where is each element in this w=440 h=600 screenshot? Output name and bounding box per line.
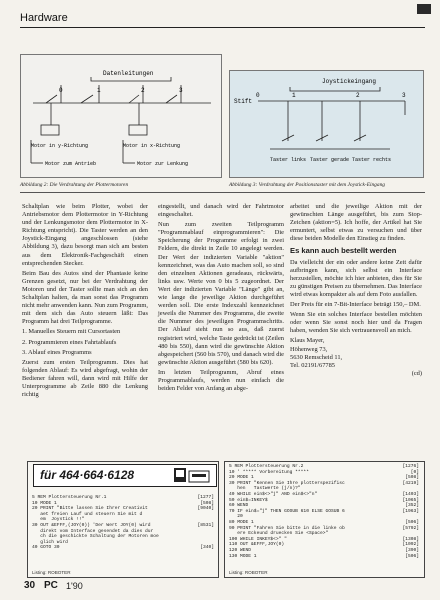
- listing-code: 10 MODE 1: [32, 500, 57, 506]
- listing-code: hen Tastwerte (j/n)?": [229, 486, 301, 492]
- col3-heading: Es kann auch bestellt werden: [290, 246, 397, 256]
- header-rule: [20, 27, 425, 28]
- computer-banner: [33, 464, 217, 487]
- editor-tag: (cd): [411, 369, 422, 377]
- figure3-caption: Abbildung 3: Verdrahtung der Positionstaster mit dem Joystick-Eingang: [229, 182, 385, 188]
- fig2-arrow-y-label: Motor zum Antrieb: [45, 161, 97, 167]
- listing-checksum: [4219]: [402, 480, 419, 486]
- listing-box-2: [224, 461, 425, 578]
- fig3-taster-links: Taster links: [270, 157, 307, 163]
- listing-checksum: [390]: [405, 547, 419, 553]
- listing-code: 5 REM Plottersteuerung Nr.1: [32, 495, 107, 500]
- col1-para-3: Zuerst zum ersten Teilprogramm. Dies hat folgenden Ablauf: Es wird abgefragt, wohin der Bediener fahren will, dann wird mit Hilfe der Unterprogramme ab Zeile 880 die Lenkung richtig: [22, 358, 148, 399]
- listing-checksum: [352]: [405, 503, 419, 509]
- col1-para-2: Beim Bau des Autos sind der Phantasie keine Grenzen gesetzt, nur bei der Verdrahtung der Motoren und der Taster sollte man sich an den Schaltplan halten, da man sonst das Programm nicht mehr anwenden kann. Nun zum Programm, mit dem sich das Auto steuern läßt: Das Programm hat drei Teilprogramme.: [22, 269, 149, 326]
- signature-line: 5630 Remscheid 11,: [290, 353, 343, 361]
- listing-checksum: [9040]: [197, 506, 214, 512]
- article-column-1: [22, 203, 148, 401]
- signature-line: Tel. 02191/67785: [290, 361, 335, 369]
- listing-code: ere Eckeund druecken Sie <Space>": [229, 531, 329, 537]
- col2-para-2: Nun zum zweiten Teilprogramm "Programmablauf einprogrammieren": Die Speicherung der Programme erfolgt in zwei Feldern, die direkt in Zeile 10 angelegt werden. Der Wert der indizierten Variable "aktion" kennzeichnet, was das Auto machen soll, so sind den einzelnen Aktionen geradeaus, rückwärts, links usw. Werte von 0 bis 5 zugeordnet. Der Wert der indizierten Variable "Länge" gibt an, wie lange die jeweilige Aktion durchgeführt werden soll. Die erste Indexzahl kennzeichnet jeweils die Nummer des Programms, die zweite die Nummer des jeweiligen Programmschritts. Der Ablauf sieht nun so aus, daß zuerst registriert wird, welche Taste gedrückt ist (Zeilen 480 bis 550), dann wird die gewünschte Aktion abgespeichert (560 bis 570), und danach wird die gewünschte Aktion ausgeführt (580 bis 620).: [158, 221, 284, 366]
- listing-checksum: [8531]: [197, 522, 214, 528]
- fig2-motor-y-label: Motor in y-Richtung: [31, 143, 89, 149]
- col3-para-1: arbeitet und die jeweilige Aktion mit der gewünschten Länge ausgeführt, bis zum Stop-Zeichen (aktion=5). Ich hoffe, der Artikel hat Sie ermuntert, selbst etwas zu versuchen und über diese beiden Modelle den Einstieg zu finden.: [290, 203, 422, 243]
- listing-code: 10 ' ***** Vorbereitung *****: [229, 469, 309, 475]
- listing-code: direkt vom Interface gesendet da dies dur: [32, 528, 154, 534]
- listing-1-code: [32, 495, 214, 551]
- listing-2-code: [229, 464, 419, 559]
- fig2-bit-3: 3: [179, 87, 183, 94]
- listing-code: 20 PRINT "Bitte lassen Sie Ihrer Creativit: [32, 506, 148, 512]
- fig3-taster-rechts: Taster rechts: [352, 157, 392, 163]
- listing-code: 5 REM Plottersteuerung Nr.2: [229, 464, 304, 469]
- listing-checksum: [506]: [405, 519, 419, 525]
- fig2-arrow-x-label: Motor zur Lenkung: [137, 161, 189, 167]
- col2-para-3: Im letzten Teilprogramm, Abruf eines Programmablaufs, werden nun einfach die beiden Felder von Anfang an abge-: [158, 368, 284, 393]
- listing-checksum: [0]: [410, 469, 419, 475]
- listing-checksum: [1403]: [402, 491, 419, 497]
- listing-code: 90 PRINT "Fahren Sie bitte in die linke ob: [229, 525, 345, 531]
- author-signature: [290, 337, 422, 369]
- listing-code: aet freien Lauf und steuern Sie mit d: [32, 511, 143, 517]
- listing-checksum: [1092]: [402, 542, 419, 548]
- section-title: Hardware: [20, 12, 68, 24]
- col1-para-1: Schaltplan wie beim Plotter, wobei der Antriebsmotor dem Plottermotor in Y-Richtung und der Lenkungsmotor dem Plottermotor in X-Richtung entspricht). Die Taster werden an den Joystick-Eingang angeschlossen (siehe Abbildung 3), dazu besorgt man sich am besten aus dem Elektronik-Fachgeschäft einen entsprechenden Stecker.: [22, 203, 148, 267]
- col1-list-item-3: 3. Ablauf eines Programms: [22, 348, 92, 356]
- col2-para-1: eingestellt, und danach wird der Fahrtmotor eingeschaltet.: [158, 203, 284, 219]
- fig3-bit-1: 1: [292, 92, 296, 99]
- listing-checksum: [506]: [405, 553, 419, 559]
- figure-joystick-wiring: [229, 70, 424, 178]
- listing-code: 110 OUT &EFFF,JOY(0): [229, 542, 285, 548]
- joystick-wiring-diagram: [230, 71, 423, 177]
- listing-line: [32, 545, 214, 551]
- listing-checksum: [1963]: [402, 508, 419, 514]
- fig2-bit-1: 1: [97, 87, 101, 94]
- page-corner-mark: [417, 4, 431, 14]
- fig2-top-label: Datenleitungen: [103, 70, 154, 77]
- listing-code: ch die geschickte Schaltung der Motoren moe: [32, 534, 159, 540]
- listing-code: 130 MODE 1: [229, 553, 257, 559]
- listing-1-footer: Listing: ROBOTER: [32, 570, 71, 575]
- listing-checksum: [1277]: [197, 495, 214, 500]
- listing-checksum: [1276]: [402, 464, 419, 469]
- listing-checksum: [508]: [405, 475, 419, 481]
- article-column-2: [158, 203, 284, 395]
- figure2-caption: Abbildung 2: Die Verdrahtung der Plottermotoren: [20, 182, 129, 188]
- listing-line: [229, 554, 419, 560]
- magazine-name: PC: [44, 580, 58, 591]
- listing-checksum: [5792]: [402, 525, 419, 531]
- computer-icon: [173, 467, 213, 484]
- fig3-taster-gerade: Taster gerade: [310, 157, 350, 163]
- fig3-bit-2: 2: [356, 92, 360, 99]
- listing-code: 70 IF ein$="j" THEN GOSUB 610 ELSE GOSUB 6: [229, 508, 345, 514]
- issue-number: 1'90: [66, 581, 83, 591]
- listing-box-1: [27, 461, 219, 578]
- fig3-stift-label: Stift: [234, 98, 253, 105]
- article-column-3: [290, 203, 422, 378]
- listing-checksum: [1065]: [402, 497, 419, 503]
- fig3-bit-3: 3: [402, 92, 406, 99]
- col3-para-4: Wenn Sie ein solches Interface bestellen möchten oder wenn Sie sonst noch hier und da Fragen haben, wenden Sie sich vertrauensvoll an mich.: [290, 311, 422, 335]
- listing-checksum: [508]: [200, 500, 214, 506]
- listing-code: 40 GOTO 30: [32, 545, 60, 551]
- page-number: 30: [24, 580, 36, 591]
- signature-line: Klaus Mayer,: [290, 337, 325, 345]
- listing-code: 40 WHILE ein$<>"j" AND ein$<>"n": [229, 491, 318, 497]
- fig3-bit-0: 0: [256, 92, 260, 99]
- listing-checksum: [340]: [200, 545, 214, 551]
- figure-plotter-wiring: [20, 54, 222, 178]
- listing-code: glich wird: [32, 539, 68, 545]
- listing-code: 30 OUT &EFFF,(JOY(0)) 'Der Wert JOY(0) wird: [32, 522, 151, 528]
- listing-code: 60 WEND: [229, 503, 249, 509]
- listing-code: 30 PRINT "Kennen Sie Ihre plotterspezifisc: [229, 480, 345, 486]
- signature-line: Höhenweg 73,: [290, 345, 328, 353]
- listing-code: 50 ein$=INKEY$: [229, 497, 268, 503]
- fig2-motor-x-label: Motor in x-Richtung: [123, 143, 181, 149]
- plotter-wiring-diagram: [21, 55, 221, 177]
- listing-2-footer: Listing: ROBOTER: [229, 570, 268, 575]
- listing-code: 20: [229, 514, 243, 520]
- listing-code: 120 WEND: [229, 547, 252, 553]
- fig3-top-label: Joystickeingang: [322, 78, 377, 85]
- listing-code: 80 MODE 1: [229, 519, 254, 525]
- listing-checksum: [1308]: [402, 536, 419, 542]
- fig2-bit-2: 2: [141, 87, 145, 94]
- listing-code: 20 MODE 1: [229, 475, 254, 481]
- caption-rule: [20, 192, 425, 193]
- fig2-bit-0: 0: [59, 87, 63, 94]
- listing-code: em Joystick !!": [32, 517, 85, 523]
- banner-text: für 464·664·6128: [40, 468, 135, 482]
- col3-para-3: Der Preis für ein 7-Bit-Interface beträgt 150,– DM.: [290, 301, 421, 309]
- col1-list-item-2: 2. Programmieren eines Fahrtablaufs: [22, 338, 117, 346]
- col3-para-2: Da vielleicht der ein oder andere keine Zeit dafür aufbringen kann, sich selbst ein Interface herzustellen, möchte ich hier anbieten, dies für Sie zu günstigen Preisen zu übernehmen. Das Interface wird etwas kompakter als auf dem Foto ausfallen.: [290, 258, 422, 298]
- col1-list-item-1: 1. Manuelles Steuern mit Cursortasten: [22, 328, 121, 336]
- listing-code: 100 WHILE INKEY$<>" ": [229, 536, 287, 542]
